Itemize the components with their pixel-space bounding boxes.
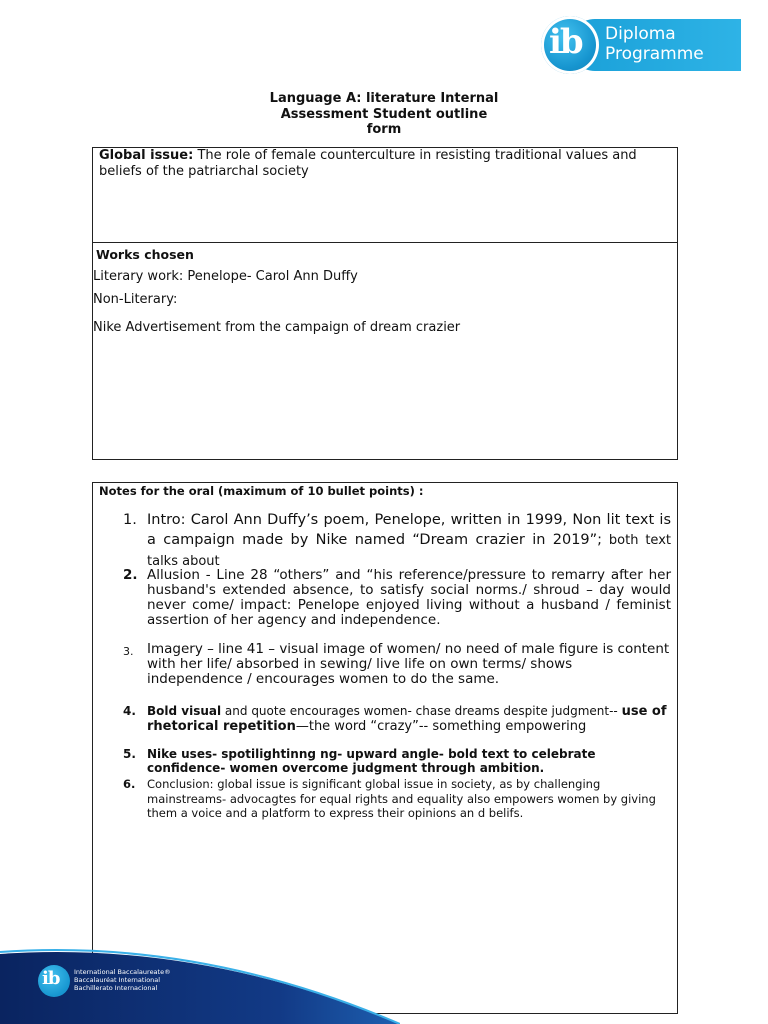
ib-footer-logo-icon: ib (38, 965, 70, 997)
document-title: Language A: literature Internal Assessment Student outline form (269, 91, 499, 137)
ib-footer-banner (0, 944, 400, 1024)
programme-name: Diploma Programme (605, 24, 704, 64)
non-literary-label: Non-Literary: (93, 292, 178, 307)
works-chosen-heading: Works chosen (96, 247, 194, 262)
global-issue-box (92, 147, 678, 243)
global-issue: Global issue: The role of female counterculture in resisting traditional values and beliefs of the patriarchal society (99, 148, 637, 179)
ib-organisation-name: International Baccalaureate® Baccalauréat International Bachillerato Internacional (74, 968, 171, 992)
non-literary-work: Nike Advertisement from the campaign of dream crazier (93, 320, 461, 335)
literary-work: Literary work: Penelope- Carol Ann Duffy (93, 269, 358, 284)
notes-box: Notes for the oral (maximum of 10 bullet points) : 1. Intro: Carol Ann Duffy’s poem, Penelope, written in 1999, Non lit text is a campaign made by Nike named “Dream crazier in 2019”; both text talks about 2. Allusion - Line 28 “others” and “his reference/pressure to remarry after her husband's extended absence, to satisfy social norms./ shroud – day would never come/ impact: Penelope enjoyed living without a husband / feminist assertion of her agency and independence. 3. Imagery – line 41 – visual image of women/ no need of male figure is content with her life/ absorbed in sewing/ live life on own terms/ shows independence / encourages women to do the same. 4. Bold visual and quote encourages women- chase dreams despite judgment-- use of rhetorical repetition—the word “crazy”-- something empowering 5. Nike uses- spotilightinng ng- upward angle- bold text to celebrate confidence- women overcome judgment through ambition. 6. Conclusion: global issue is significant global issue in society, as by challenging mainstreams- advocagtes for equal rights and equality also empowers women by giving them a voice and a platform to express their opinions an d belifs. (92, 482, 678, 1014)
ib-logo-icon: ib (541, 16, 599, 74)
notes-heading: Notes for the oral (maximum of 10 bullet points) : (99, 484, 424, 498)
works-chosen-box (92, 242, 678, 460)
diploma-programme-badge (541, 16, 741, 74)
